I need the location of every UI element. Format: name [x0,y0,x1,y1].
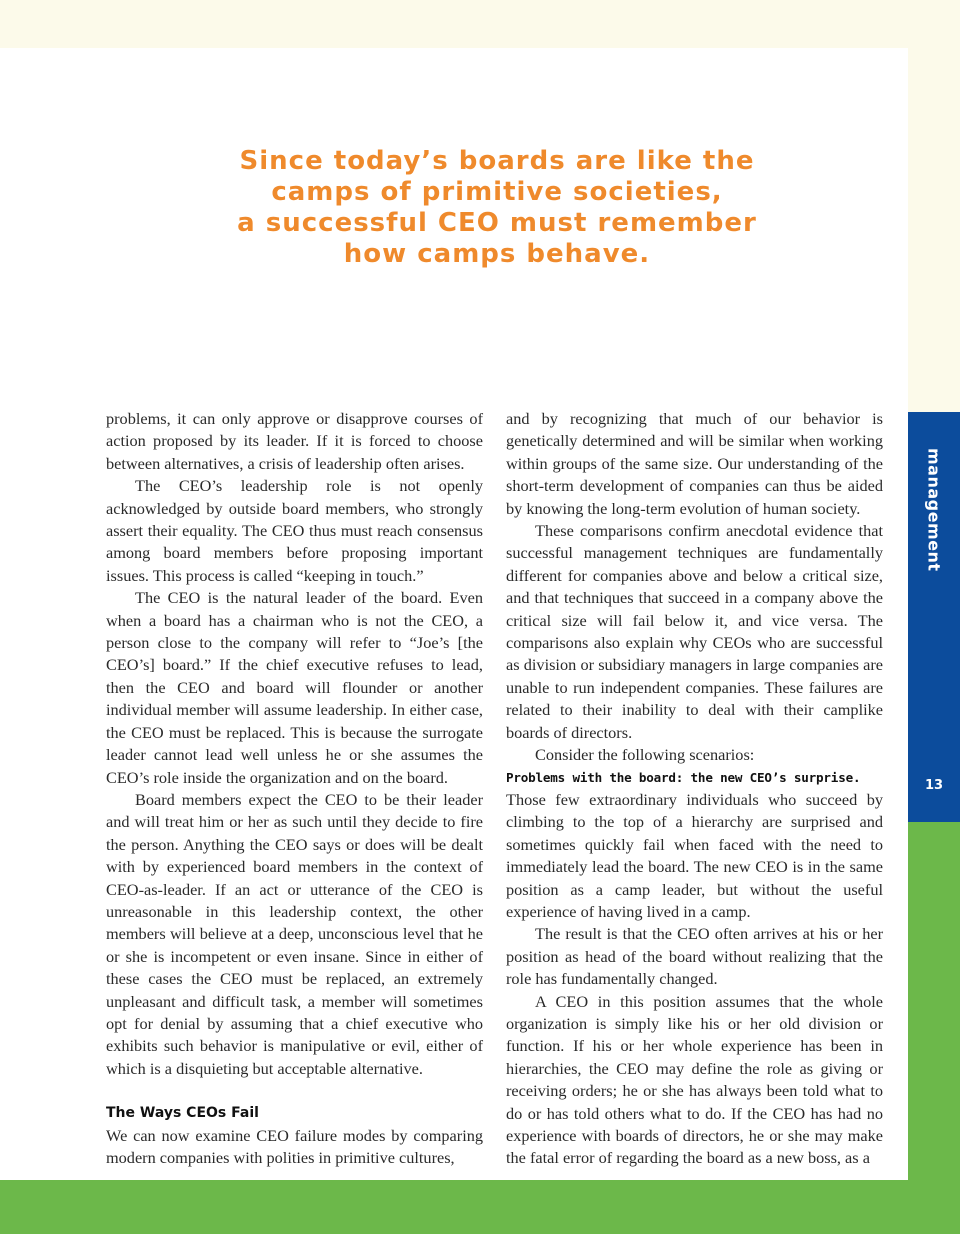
section-heading: The Ways CEOs Fail [106,1105,259,1122]
body-paragraph: problems, it can only approve or disapprove courses of action proposed by its leader. If it is forced to choose between alternatives, a crisis of leadership often arises. [106,409,483,473]
body-paragraph: These comparisons confirm anecdotal evidence that successful management techniques are fundamentally different for companies above and below a critical size, and that techniques that succeed in a company above the critical size will fail below it, and vice versa. The comparisons also explain why CEOs who are successful as division or subsidiary managers in large companies are unable to run independent companies. These failures are related to their inability to deal with their camplike boards of directors. [506,521,883,742]
body-paragraph: The CEO’s leadership role is not openly acknowledged by outside board members, who strongly assert their equality. The CEO thus must reach consensus among board members before proposing important issues. This process is called “keeping in touch.” [106,476,483,585]
body-paragraph: Board members expect the CEO to be their leader and will treat him or her as such until they decide to fire the person. Anything the CEO says or does will be dealt with by experienced board members in the context of CEO-as-leader. If an act or utterance of the CEO is unreasonable in this leadership context, the other members will believe at a deep, unconscious level that he or she is incompetent or even insane. Since in either of these cases the CEO must be replaced, an extremely unpleasant and difficult task, a member will sometimes opt for denial by assuming that a chief executive who exhibits such behavior is manipulative or evil, either of which is a disquieting but acceptable alternative. [106,789,483,1078]
body-paragraph: Consider the following scenarios: [535,745,755,765]
pull-quote-line: Since today’s boards are like the [239,146,755,176]
left-column [106,408,483,1169]
section-label: management [924,448,944,572]
pull-quote-line: camps of primitive societies, [271,177,723,207]
scenario-heading: Problems with the board: the new CEO’s surprise. [506,769,861,785]
page-number: 13 [924,778,944,793]
pull-quote [200,146,794,270]
side-green-band [908,822,960,1234]
body-paragraph: and by recognizing that much of our behavior is genetically determined and will be similar when working within groups of the same size. Our understanding of the short-term development of companies can thus be aided by knowing the long-term evolution of human society. [506,409,883,518]
body-paragraph: We can now examine CEO failure modes by comparing modern companies with polities in primitive cultures, [106,1125,483,1167]
body-paragraph: The CEO is the natural leader of the board. Even when a board has a chairman who is not the CEO, a person close to the company will refer to “Joe’s [the CEO’s] board.” If the chief executive refuses to lead, then the CEO and board will flounder or another individual member will assume leadership. In either case, the CEO must be replaced. This is because the surrogate leader cannot lead well unless he or she assumes the CEO’s role inside the organization and on the board. [106,588,483,787]
pull-quote-line: how camps behave. [343,239,651,269]
right-column [506,408,883,1170]
pull-quote-line: a successful CEO must remember [237,208,757,238]
body-paragraph: A CEO in this position assumes that the whole organization is simply like his or her old division or function. If his or her whole experience has been in hierarchies, the CEO may define the role as giving or receiving orders; he or she has always been told what to do or has told others what to do. If the CEO has had no experience with boards of directors, he or she may make the fatal error of regarding the board as a new boss, as a [506,991,883,1168]
body-paragraph: Those few extraordinary individuals who succeed by climbing to the top of a hierarchy are surprised and sometimes quickly fail when faced with the need to immediately lead the board. The new CEO is in the same position as a camp leader, but without the useful experience of having lived in a camp. [506,789,883,921]
bottom-green-band [0,1180,960,1234]
body-paragraph: The result is that the CEO often arrives at his or her position as head of the board without realizing that the role has fundamentally changed. [506,924,883,989]
